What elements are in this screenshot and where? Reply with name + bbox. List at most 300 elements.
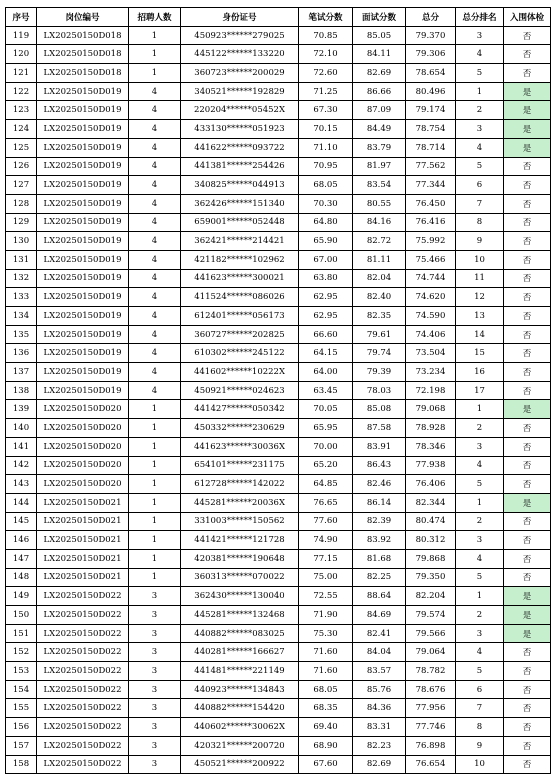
- cell-post-code: LX20250150D019: [37, 250, 129, 269]
- cell-id-number: 445122******133220: [181, 45, 299, 64]
- table-row: [6, 456, 551, 475]
- cell-total-score: 76.416: [406, 213, 456, 232]
- cell-written-score: 62.95: [299, 288, 353, 307]
- cell-total-score: 78.346: [406, 437, 456, 456]
- cell-hiring-count: 1: [129, 26, 181, 45]
- cell-medical-exam: 是: [504, 606, 551, 625]
- cell-total-rank: 4: [456, 549, 504, 568]
- cell-post-code: LX20250150D022: [37, 699, 129, 718]
- cell-interview-score: 86.14: [353, 493, 406, 512]
- cell-interview-score: 84.16: [353, 213, 406, 232]
- cell-index: 156: [6, 718, 37, 737]
- cell-hiring-count: 4: [129, 269, 181, 288]
- cell-interview-score: 79.61: [353, 325, 406, 344]
- cell-id-number: 440602******30062X: [181, 718, 299, 737]
- cell-total-rank: 12: [456, 288, 504, 307]
- cell-written-score: 71.90: [299, 606, 353, 625]
- cell-id-number: 360723******200029: [181, 64, 299, 83]
- table-row: [6, 643, 551, 662]
- cell-written-score: 65.20: [299, 456, 353, 475]
- cell-written-score: 68.35: [299, 699, 353, 718]
- cell-id-number: 441622******093722: [181, 138, 299, 157]
- cell-interview-score: 84.36: [353, 699, 406, 718]
- table-row: [6, 138, 551, 157]
- cell-id-number: 659001******052448: [181, 213, 299, 232]
- table-row: [6, 344, 551, 363]
- cell-total-score: 76.654: [406, 755, 456, 774]
- cell-id-number: 441427******050342: [181, 400, 299, 419]
- cell-medical-exam: 否: [504, 456, 551, 475]
- cell-id-number: 445281******132468: [181, 606, 299, 625]
- cell-total-rank: 13: [456, 307, 504, 326]
- cell-id-number: 610302******245122: [181, 344, 299, 363]
- cell-medical-exam: 否: [504, 568, 551, 587]
- cell-interview-score: 82.25: [353, 568, 406, 587]
- cell-total-score: 79.068: [406, 400, 456, 419]
- cell-total-rank: 5: [456, 475, 504, 494]
- cell-post-code: LX20250150D018: [37, 45, 129, 64]
- cell-index: 137: [6, 363, 37, 382]
- cell-index: 144: [6, 493, 37, 512]
- cell-written-score: 70.05: [299, 400, 353, 419]
- cell-index: 125: [6, 138, 37, 157]
- table-row: [6, 400, 551, 419]
- cell-total-score: 78.754: [406, 120, 456, 139]
- cell-total-score: 74.406: [406, 325, 456, 344]
- header-hiring-count: 招聘人数: [129, 8, 181, 27]
- cell-total-rank: 5: [456, 568, 504, 587]
- cell-medical-exam: 否: [504, 718, 551, 737]
- header-medical-exam: 入围体检: [504, 8, 551, 27]
- cell-total-score: 76.450: [406, 194, 456, 213]
- cell-id-number: 450923******279025: [181, 26, 299, 45]
- table-row: [6, 194, 551, 213]
- cell-hiring-count: 3: [129, 736, 181, 755]
- cell-written-score: 76.65: [299, 493, 353, 512]
- cell-id-number: 450521******200922: [181, 755, 299, 774]
- cell-medical-exam: 否: [504, 437, 551, 456]
- cell-total-rank: 10: [456, 755, 504, 774]
- cell-interview-score: 83.79: [353, 138, 406, 157]
- cell-post-code: LX20250150D019: [37, 307, 129, 326]
- cell-index: 126: [6, 157, 37, 176]
- cell-id-number: 362430******130040: [181, 587, 299, 606]
- cell-medical-exam: 是: [504, 493, 551, 512]
- cell-hiring-count: 3: [129, 587, 181, 606]
- cell-hiring-count: 4: [129, 288, 181, 307]
- cell-total-rank: 7: [456, 194, 504, 213]
- cell-interview-score: 82.04: [353, 269, 406, 288]
- cell-medical-exam: 否: [504, 250, 551, 269]
- cell-written-score: 67.30: [299, 101, 353, 120]
- cell-post-code: LX20250150D022: [37, 736, 129, 755]
- header-post-code: 岗位编号: [37, 8, 129, 27]
- cell-index: 158: [6, 755, 37, 774]
- cell-index: 143: [6, 475, 37, 494]
- cell-written-score: 77.15: [299, 549, 353, 568]
- cell-id-number: 441623******30036X: [181, 437, 299, 456]
- cell-total-score: 72.198: [406, 381, 456, 400]
- cell-medical-exam: 否: [504, 213, 551, 232]
- cell-medical-exam: 否: [504, 157, 551, 176]
- cell-total-rank: 8: [456, 718, 504, 737]
- cell-interview-score: 83.54: [353, 176, 406, 195]
- cell-medical-exam: 否: [504, 512, 551, 531]
- cell-interview-score: 82.69: [353, 755, 406, 774]
- cell-medical-exam: 否: [504, 531, 551, 550]
- cell-post-code: LX20250150D019: [37, 157, 129, 176]
- cell-hiring-count: 1: [129, 512, 181, 531]
- cell-post-code: LX20250150D021: [37, 493, 129, 512]
- table-row: [6, 718, 551, 737]
- cell-interview-score: 83.57: [353, 662, 406, 681]
- cell-medical-exam: 是: [504, 400, 551, 419]
- cell-medical-exam: 否: [504, 45, 551, 64]
- cell-interview-score: 80.55: [353, 194, 406, 213]
- cell-post-code: LX20250150D019: [37, 269, 129, 288]
- cell-hiring-count: 4: [129, 157, 181, 176]
- cell-written-score: 71.60: [299, 662, 353, 681]
- cell-total-score: 77.344: [406, 176, 456, 195]
- header-total-rank: 总分排名: [456, 8, 504, 27]
- cell-index: 146: [6, 531, 37, 550]
- cell-total-score: 78.654: [406, 64, 456, 83]
- cell-interview-score: 86.43: [353, 456, 406, 475]
- header-id-number: 身份证号: [181, 8, 299, 27]
- cell-medical-exam: 是: [504, 120, 551, 139]
- cell-index: 121: [6, 64, 37, 83]
- cell-id-number: 441421******121728: [181, 531, 299, 550]
- cell-id-number: 360313******070022: [181, 568, 299, 587]
- cell-post-code: LX20250150D022: [37, 624, 129, 643]
- table-row: [6, 381, 551, 400]
- cell-hiring-count: 3: [129, 755, 181, 774]
- cell-interview-score: 87.09: [353, 101, 406, 120]
- cell-written-score: 67.60: [299, 755, 353, 774]
- cell-hiring-count: 4: [129, 363, 181, 382]
- cell-written-score: 62.95: [299, 307, 353, 326]
- cell-interview-score: 82.40: [353, 288, 406, 307]
- cell-total-score: 78.676: [406, 680, 456, 699]
- cell-written-score: 64.85: [299, 475, 353, 494]
- cell-interview-score: 84.69: [353, 606, 406, 625]
- table-row: [6, 755, 551, 774]
- cell-written-score: 72.60: [299, 64, 353, 83]
- cell-post-code: LX20250150D021: [37, 531, 129, 550]
- cell-id-number: 220204******05452X: [181, 101, 299, 120]
- cell-total-score: 79.174: [406, 101, 456, 120]
- cell-total-rank: 2: [456, 512, 504, 531]
- cell-medical-exam: 是: [504, 138, 551, 157]
- table-row: [6, 325, 551, 344]
- cell-written-score: 74.90: [299, 531, 353, 550]
- table-row: [6, 606, 551, 625]
- cell-index: 129: [6, 213, 37, 232]
- cell-index: 119: [6, 26, 37, 45]
- cell-total-rank: 3: [456, 26, 504, 45]
- cell-id-number: 433130******051923: [181, 120, 299, 139]
- cell-index: 148: [6, 568, 37, 587]
- cell-total-score: 75.992: [406, 232, 456, 251]
- cell-medical-exam: 是: [504, 587, 551, 606]
- cell-hiring-count: 4: [129, 120, 181, 139]
- cell-interview-score: 85.76: [353, 680, 406, 699]
- cell-index: 141: [6, 437, 37, 456]
- cell-id-number: 362426******151340: [181, 194, 299, 213]
- cell-index: 145: [6, 512, 37, 531]
- cell-hiring-count: 3: [129, 699, 181, 718]
- header-index: 序号: [6, 8, 37, 27]
- cell-id-number: 421182******102962: [181, 250, 299, 269]
- table-row: [6, 120, 551, 139]
- cell-hiring-count: 4: [129, 176, 181, 195]
- cell-hiring-count: 4: [129, 344, 181, 363]
- table-row: [6, 568, 551, 587]
- cell-total-rank: 9: [456, 736, 504, 755]
- cell-interview-score: 84.11: [353, 45, 406, 64]
- cell-id-number: 612401******056173: [181, 307, 299, 326]
- cell-total-rank: 5: [456, 64, 504, 83]
- cell-post-code: LX20250150D020: [37, 400, 129, 419]
- cell-hiring-count: 1: [129, 45, 181, 64]
- score-table-wrapper: [5, 7, 551, 774]
- cell-index: 135: [6, 325, 37, 344]
- cell-hiring-count: 1: [129, 456, 181, 475]
- cell-medical-exam: 否: [504, 176, 551, 195]
- cell-total-rank: 15: [456, 344, 504, 363]
- cell-post-code: LX20250150D020: [37, 475, 129, 494]
- cell-written-score: 70.95: [299, 157, 353, 176]
- cell-id-number: 440882******154420: [181, 699, 299, 718]
- cell-total-rank: 8: [456, 213, 504, 232]
- cell-written-score: 68.05: [299, 680, 353, 699]
- cell-hiring-count: 4: [129, 101, 181, 120]
- cell-post-code: LX20250150D019: [37, 325, 129, 344]
- cell-interview-score: 82.23: [353, 736, 406, 755]
- cell-index: 134: [6, 307, 37, 326]
- cell-post-code: LX20250150D019: [37, 194, 129, 213]
- cell-id-number: 420381******190648: [181, 549, 299, 568]
- cell-index: 149: [6, 587, 37, 606]
- cell-medical-exam: 否: [504, 26, 551, 45]
- table-row: [6, 82, 551, 101]
- cell-medical-exam: 否: [504, 307, 551, 326]
- cell-total-score: 79.574: [406, 606, 456, 625]
- cell-interview-score: 83.91: [353, 437, 406, 456]
- cell-written-score: 66.60: [299, 325, 353, 344]
- cell-id-number: 360727******202825: [181, 325, 299, 344]
- cell-interview-score: 87.58: [353, 419, 406, 438]
- cell-post-code: LX20250150D020: [37, 456, 129, 475]
- cell-post-code: LX20250150D021: [37, 512, 129, 531]
- cell-medical-exam: 否: [504, 736, 551, 755]
- cell-hiring-count: 4: [129, 213, 181, 232]
- cell-index: 131: [6, 250, 37, 269]
- cell-medical-exam: 否: [504, 344, 551, 363]
- table-row: [6, 250, 551, 269]
- cell-written-score: 63.80: [299, 269, 353, 288]
- cell-interview-score: 82.41: [353, 624, 406, 643]
- cell-interview-score: 85.05: [353, 26, 406, 45]
- table-body: [6, 26, 551, 774]
- cell-total-score: 79.868: [406, 549, 456, 568]
- table-row: [6, 512, 551, 531]
- cell-interview-score: 85.08: [353, 400, 406, 419]
- table-row: [6, 680, 551, 699]
- cell-interview-score: 79.74: [353, 344, 406, 363]
- cell-medical-exam: 否: [504, 288, 551, 307]
- table-row: [6, 64, 551, 83]
- table-row: [6, 662, 551, 681]
- cell-post-code: LX20250150D019: [37, 344, 129, 363]
- cell-total-score: 77.938: [406, 456, 456, 475]
- cell-id-number: 440882******083025: [181, 624, 299, 643]
- table-row: [6, 288, 551, 307]
- cell-interview-score: 88.64: [353, 587, 406, 606]
- cell-total-rank: 1: [456, 82, 504, 101]
- cell-total-rank: 4: [456, 643, 504, 662]
- cell-post-code: LX20250150D019: [37, 363, 129, 382]
- cell-total-rank: 2: [456, 101, 504, 120]
- cell-id-number: 340521******192829: [181, 82, 299, 101]
- cell-index: 147: [6, 549, 37, 568]
- cell-post-code: LX20250150D021: [37, 568, 129, 587]
- cell-index: 140: [6, 419, 37, 438]
- cell-hiring-count: 1: [129, 568, 181, 587]
- cell-hiring-count: 1: [129, 531, 181, 550]
- cell-total-score: 79.350: [406, 568, 456, 587]
- cell-medical-exam: 否: [504, 662, 551, 681]
- cell-total-rank: 5: [456, 157, 504, 176]
- cell-hiring-count: 4: [129, 325, 181, 344]
- cell-index: 133: [6, 288, 37, 307]
- table-row: [6, 493, 551, 512]
- cell-written-score: 71.60: [299, 643, 353, 662]
- cell-index: 123: [6, 101, 37, 120]
- cell-total-rank: 4: [456, 45, 504, 64]
- table-row: [6, 26, 551, 45]
- cell-hiring-count: 3: [129, 680, 181, 699]
- cell-post-code: LX20250150D020: [37, 437, 129, 456]
- cell-total-rank: 6: [456, 176, 504, 195]
- cell-written-score: 63.45: [299, 381, 353, 400]
- header-row: [6, 8, 551, 27]
- cell-total-score: 75.466: [406, 250, 456, 269]
- cell-index: 136: [6, 344, 37, 363]
- cell-total-score: 73.504: [406, 344, 456, 363]
- cell-medical-exam: 否: [504, 325, 551, 344]
- cell-medical-exam: 否: [504, 269, 551, 288]
- cell-post-code: LX20250150D022: [37, 755, 129, 774]
- cell-medical-exam: 否: [504, 699, 551, 718]
- cell-total-rank: 17: [456, 381, 504, 400]
- cell-total-score: 74.620: [406, 288, 456, 307]
- cell-hiring-count: 4: [129, 307, 181, 326]
- cell-written-score: 69.40: [299, 718, 353, 737]
- table-row: [6, 101, 551, 120]
- cell-total-rank: 4: [456, 456, 504, 475]
- cell-total-score: 79.064: [406, 643, 456, 662]
- cell-id-number: 441623******300021: [181, 269, 299, 288]
- cell-post-code: LX20250150D019: [37, 213, 129, 232]
- cell-interview-score: 81.11: [353, 250, 406, 269]
- cell-medical-exam: 否: [504, 419, 551, 438]
- cell-id-number: 441602******10222X: [181, 363, 299, 382]
- cell-hiring-count: 3: [129, 662, 181, 681]
- cell-written-score: 68.05: [299, 176, 353, 195]
- cell-interview-score: 79.39: [353, 363, 406, 382]
- cell-interview-score: 81.97: [353, 157, 406, 176]
- cell-post-code: LX20250150D018: [37, 26, 129, 45]
- cell-total-rank: 3: [456, 531, 504, 550]
- cell-total-rank: 3: [456, 624, 504, 643]
- cell-hiring-count: 3: [129, 624, 181, 643]
- cell-post-code: LX20250150D020: [37, 419, 129, 438]
- table-row: [6, 624, 551, 643]
- cell-interview-score: 84.49: [353, 120, 406, 139]
- cell-total-score: 74.744: [406, 269, 456, 288]
- cell-written-score: 64.80: [299, 213, 353, 232]
- cell-id-number: 441481******221149: [181, 662, 299, 681]
- cell-interview-score: 83.92: [353, 531, 406, 550]
- cell-total-score: 78.928: [406, 419, 456, 438]
- cell-id-number: 654101******231175: [181, 456, 299, 475]
- cell-id-number: 440281******166627: [181, 643, 299, 662]
- cell-id-number: 441381******254426: [181, 157, 299, 176]
- cell-index: 132: [6, 269, 37, 288]
- cell-hiring-count: 1: [129, 419, 181, 438]
- cell-hiring-count: 1: [129, 493, 181, 512]
- cell-total-rank: 9: [456, 232, 504, 251]
- cell-interview-score: 81.68: [353, 549, 406, 568]
- cell-medical-exam: 否: [504, 680, 551, 699]
- score-table: [5, 7, 551, 774]
- cell-index: 152: [6, 643, 37, 662]
- cell-id-number: 411524******086026: [181, 288, 299, 307]
- cell-index: 142: [6, 456, 37, 475]
- cell-id-number: 331003******150562: [181, 512, 299, 531]
- cell-post-code: LX20250150D019: [37, 288, 129, 307]
- cell-written-score: 65.90: [299, 232, 353, 251]
- cell-interview-score: 83.31: [353, 718, 406, 737]
- cell-hiring-count: 1: [129, 475, 181, 494]
- cell-medical-exam: 否: [504, 194, 551, 213]
- cell-interview-score: 82.46: [353, 475, 406, 494]
- cell-hiring-count: 4: [129, 232, 181, 251]
- cell-total-rank: 5: [456, 662, 504, 681]
- cell-hiring-count: 1: [129, 64, 181, 83]
- cell-post-code: LX20250150D019: [37, 120, 129, 139]
- cell-written-score: 71.25: [299, 82, 353, 101]
- cell-medical-exam: 是: [504, 82, 551, 101]
- cell-index: 139: [6, 400, 37, 419]
- table-row: [6, 232, 551, 251]
- cell-total-score: 82.344: [406, 493, 456, 512]
- cell-hiring-count: 1: [129, 437, 181, 456]
- cell-hiring-count: 4: [129, 250, 181, 269]
- table-row: [6, 157, 551, 176]
- table-row: [6, 419, 551, 438]
- cell-hiring-count: 4: [129, 138, 181, 157]
- cell-post-code: LX20250150D022: [37, 718, 129, 737]
- cell-medical-exam: 是: [504, 101, 551, 120]
- cell-index: 128: [6, 194, 37, 213]
- table-row: [6, 307, 551, 326]
- cell-total-score: 76.898: [406, 736, 456, 755]
- cell-hiring-count: 4: [129, 381, 181, 400]
- cell-written-score: 67.00: [299, 250, 353, 269]
- cell-post-code: LX20250150D021: [37, 549, 129, 568]
